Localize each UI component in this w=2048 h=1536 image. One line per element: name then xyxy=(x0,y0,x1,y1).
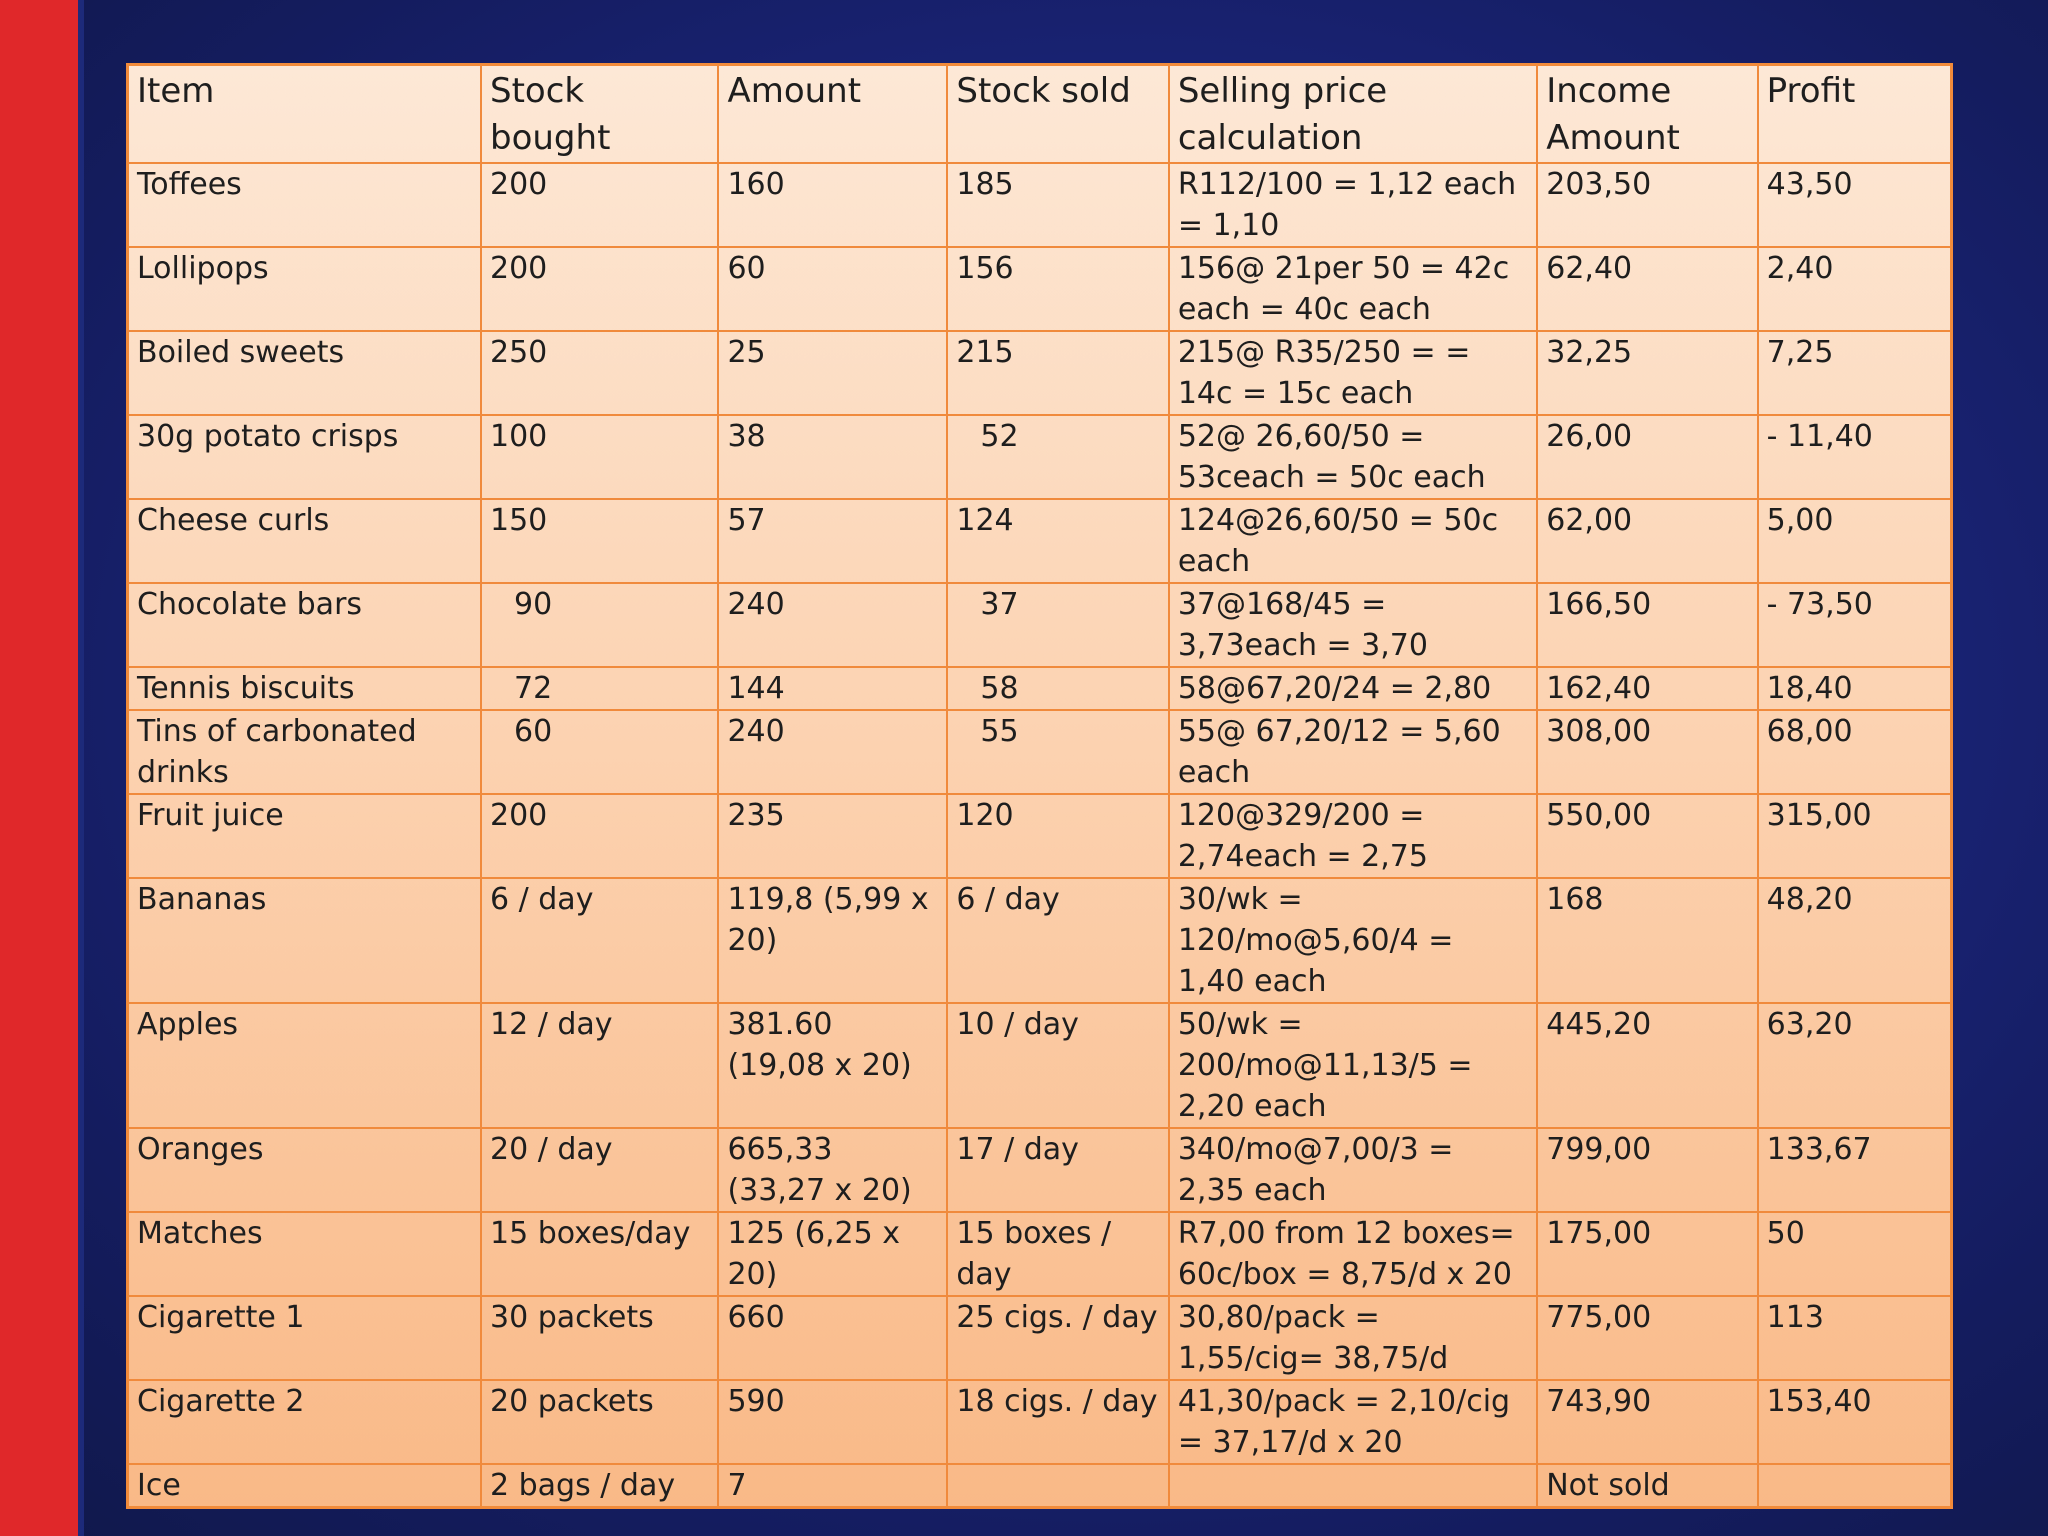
cell-item: Cheese curls xyxy=(128,499,482,583)
cell-item: Fruit juice xyxy=(128,794,482,878)
cell-amount: 160 xyxy=(718,163,947,247)
table-row xyxy=(128,710,1952,794)
table-row xyxy=(128,1212,1952,1296)
cell-selling-price: R112/100 = 1,12 each = 1,10 xyxy=(1169,163,1537,247)
cell-profit: 315,00 xyxy=(1758,794,1952,878)
cell-income: 62,40 xyxy=(1537,247,1757,331)
table-row xyxy=(128,415,1952,499)
cell-profit: 50 xyxy=(1758,1212,1952,1296)
cell-stock-bought: 200 xyxy=(481,247,718,331)
cell-stock-sold: 215 xyxy=(947,331,1168,415)
cell-stock-bought: 15 boxes/day xyxy=(481,1212,718,1296)
table-row xyxy=(128,1380,1952,1464)
cell-stock-bought: 6 / day xyxy=(481,878,718,1003)
cell-profit: - 11,40 xyxy=(1758,415,1952,499)
cell-selling-price: 340/mo@7,00/3 = 2,35 each xyxy=(1169,1128,1537,1212)
table-row xyxy=(128,794,1952,878)
cell-stock-sold: 37 xyxy=(947,583,1168,667)
cell-stock-sold: 18 cigs. / day xyxy=(947,1380,1168,1464)
cell-amount: 665,33 (33,27 x 20) xyxy=(718,1128,947,1212)
cell-profit: 7,25 xyxy=(1758,331,1952,415)
accent-bar-edge xyxy=(78,0,84,1536)
table-row xyxy=(128,583,1952,667)
cell-profit: 153,40 xyxy=(1758,1380,1952,1464)
cell-stock-sold xyxy=(947,1464,1168,1508)
cell-item: Chocolate bars xyxy=(128,583,482,667)
table-row xyxy=(128,163,1952,247)
header-profit: Profit xyxy=(1758,65,1952,164)
cell-selling-price: 30,80/pack = 1,55/cig= 38,75/d xyxy=(1169,1296,1537,1380)
cell-stock-sold: 185 xyxy=(947,163,1168,247)
cell-profit: - 73,50 xyxy=(1758,583,1952,667)
cell-item: Toffees xyxy=(128,163,482,247)
cell-income: 166,50 xyxy=(1537,583,1757,667)
cell-stock-sold: 156 xyxy=(947,247,1168,331)
cell-selling-price: 50/wk = 200/mo@11,13/5 = 2,20 each xyxy=(1169,1003,1537,1128)
cell-stock-bought: 30 packets xyxy=(481,1296,718,1380)
table-row xyxy=(128,247,1952,331)
cell-amount: 38 xyxy=(718,415,947,499)
cell-item: Boiled sweets xyxy=(128,331,482,415)
cell-stock-bought: 250 xyxy=(481,331,718,415)
table-row xyxy=(128,1464,1952,1508)
cell-stock-sold: 25 cigs. / day xyxy=(947,1296,1168,1380)
cell-selling-price: 55@ 67,20/12 = 5,60 each xyxy=(1169,710,1537,794)
cell-stock-bought: 200 xyxy=(481,794,718,878)
cell-stock-sold: 17 / day xyxy=(947,1128,1168,1212)
cell-stock-bought: 90 xyxy=(481,583,718,667)
table-row xyxy=(128,1128,1952,1212)
header-stock-sold: Stock sold xyxy=(947,65,1168,164)
cell-item: 30g potato crisps xyxy=(128,415,482,499)
cell-profit: 63,20 xyxy=(1758,1003,1952,1128)
cell-profit: 43,50 xyxy=(1758,163,1952,247)
cell-stock-sold: 6 / day xyxy=(947,878,1168,1003)
cell-amount: 590 xyxy=(718,1380,947,1464)
cell-amount: 144 xyxy=(718,667,947,710)
header-selling-price-calculation: Selling price calculation xyxy=(1169,65,1537,164)
cell-stock-bought: 20 packets xyxy=(481,1380,718,1464)
cell-item: Matches xyxy=(128,1212,482,1296)
header-income-amount: Income Amount xyxy=(1537,65,1757,164)
cell-income: 308,00 xyxy=(1537,710,1757,794)
cell-item: Cigarette 1 xyxy=(128,1296,482,1380)
cell-selling-price: 41,30/pack = 2,10/cig = 37,17/d x 20 xyxy=(1169,1380,1537,1464)
table-row xyxy=(128,1003,1952,1128)
cell-amount: 57 xyxy=(718,499,947,583)
cell-income: 26,00 xyxy=(1537,415,1757,499)
stock-profit-table xyxy=(126,63,1953,1509)
cell-selling-price: 124@26,60/50 = 50c each xyxy=(1169,499,1537,583)
cell-income: 550,00 xyxy=(1537,794,1757,878)
cell-stock-sold: 124 xyxy=(947,499,1168,583)
cell-stock-sold: 120 xyxy=(947,794,1168,878)
cell-profit: 5,00 xyxy=(1758,499,1952,583)
cell-selling-price: 37@168/45 = 3,73each = 3,70 xyxy=(1169,583,1537,667)
stock-table-container xyxy=(126,63,1953,1503)
cell-profit: 68,00 xyxy=(1758,710,1952,794)
table-row xyxy=(128,667,1952,710)
cell-income: 175,00 xyxy=(1537,1212,1757,1296)
cell-item: Ice xyxy=(128,1464,482,1508)
cell-amount: 240 xyxy=(718,710,947,794)
cell-stock-sold: 15 boxes / day xyxy=(947,1212,1168,1296)
cell-stock-bought: 200 xyxy=(481,163,718,247)
cell-item: Bananas xyxy=(128,878,482,1003)
cell-stock-sold: 58 xyxy=(947,667,1168,710)
cell-income: Not sold xyxy=(1537,1464,1757,1508)
table-row xyxy=(128,878,1952,1003)
table-row xyxy=(128,331,1952,415)
cell-income: 743,90 xyxy=(1537,1380,1757,1464)
cell-selling-price: 52@ 26,60/50 = 53ceach = 50c each xyxy=(1169,415,1537,499)
header-stock-bought: Stock bought xyxy=(481,65,718,164)
cell-stock-bought: 72 xyxy=(481,667,718,710)
cell-profit: 133,67 xyxy=(1758,1128,1952,1212)
header-row xyxy=(128,65,1952,164)
cell-stock-bought: 100 xyxy=(481,415,718,499)
cell-stock-bought: 2 bags / day xyxy=(481,1464,718,1508)
cell-stock-bought: 20 / day xyxy=(481,1128,718,1212)
cell-stock-sold: 10 / day xyxy=(947,1003,1168,1128)
cell-stock-bought: 60 xyxy=(481,710,718,794)
cell-profit xyxy=(1758,1464,1952,1508)
cell-item: Tins of carbonated drinks xyxy=(128,710,482,794)
cell-selling-price xyxy=(1169,1464,1537,1508)
cell-income: 32,25 xyxy=(1537,331,1757,415)
cell-amount: 60 xyxy=(718,247,947,331)
header-amount: Amount xyxy=(718,65,947,164)
cell-item: Cigarette 2 xyxy=(128,1380,482,1464)
cell-stock-bought: 150 xyxy=(481,499,718,583)
cell-selling-price: 58@67,20/24 = 2,80 xyxy=(1169,667,1537,710)
cell-profit: 113 xyxy=(1758,1296,1952,1380)
cell-selling-price: R7,00 from 12 boxes= 60c/box = 8,75/d x 20 xyxy=(1169,1212,1537,1296)
cell-amount: 235 xyxy=(718,794,947,878)
table-row xyxy=(128,499,1952,583)
cell-income: 445,20 xyxy=(1537,1003,1757,1128)
cell-stock-sold: 52 xyxy=(947,415,1168,499)
cell-item: Lollipops xyxy=(128,247,482,331)
header-item: Item xyxy=(128,65,482,164)
cell-selling-price: 120@329/200 = 2,74each = 2,75 xyxy=(1169,794,1537,878)
cell-selling-price: 156@ 21per 50 = 42c each = 40c each xyxy=(1169,247,1537,331)
cell-amount: 25 xyxy=(718,331,947,415)
cell-stock-sold: 55 xyxy=(947,710,1168,794)
cell-stock-bought: 12 / day xyxy=(481,1003,718,1128)
cell-amount: 381.60 (19,08 x 20) xyxy=(718,1003,947,1128)
cell-profit: 48,20 xyxy=(1758,878,1952,1003)
cell-item: Tennis biscuits xyxy=(128,667,482,710)
cell-amount: 125 (6,25 x 20) xyxy=(718,1212,947,1296)
cell-income: 775,00 xyxy=(1537,1296,1757,1380)
left-accent-bar xyxy=(0,0,78,1536)
cell-amount: 240 xyxy=(718,583,947,667)
cell-income: 203,50 xyxy=(1537,163,1757,247)
cell-selling-price: 30/wk = 120/mo@5,60/4 = 1,40 each xyxy=(1169,878,1537,1003)
cell-item: Apples xyxy=(128,1003,482,1128)
cell-profit: 2,40 xyxy=(1758,247,1952,331)
cell-profit: 18,40 xyxy=(1758,667,1952,710)
cell-item: Oranges xyxy=(128,1128,482,1212)
table-row xyxy=(128,1296,1952,1380)
cell-amount: 119,8 (5,99 x 20) xyxy=(718,878,947,1003)
cell-amount: 660 xyxy=(718,1296,947,1380)
cell-income: 62,00 xyxy=(1537,499,1757,583)
cell-income: 799,00 xyxy=(1537,1128,1757,1212)
cell-selling-price: 215@ R35/250 = = 14c = 15c each xyxy=(1169,331,1537,415)
cell-amount: 7 xyxy=(718,1464,947,1508)
cell-income: 168 xyxy=(1537,878,1757,1003)
cell-income: 162,40 xyxy=(1537,667,1757,710)
